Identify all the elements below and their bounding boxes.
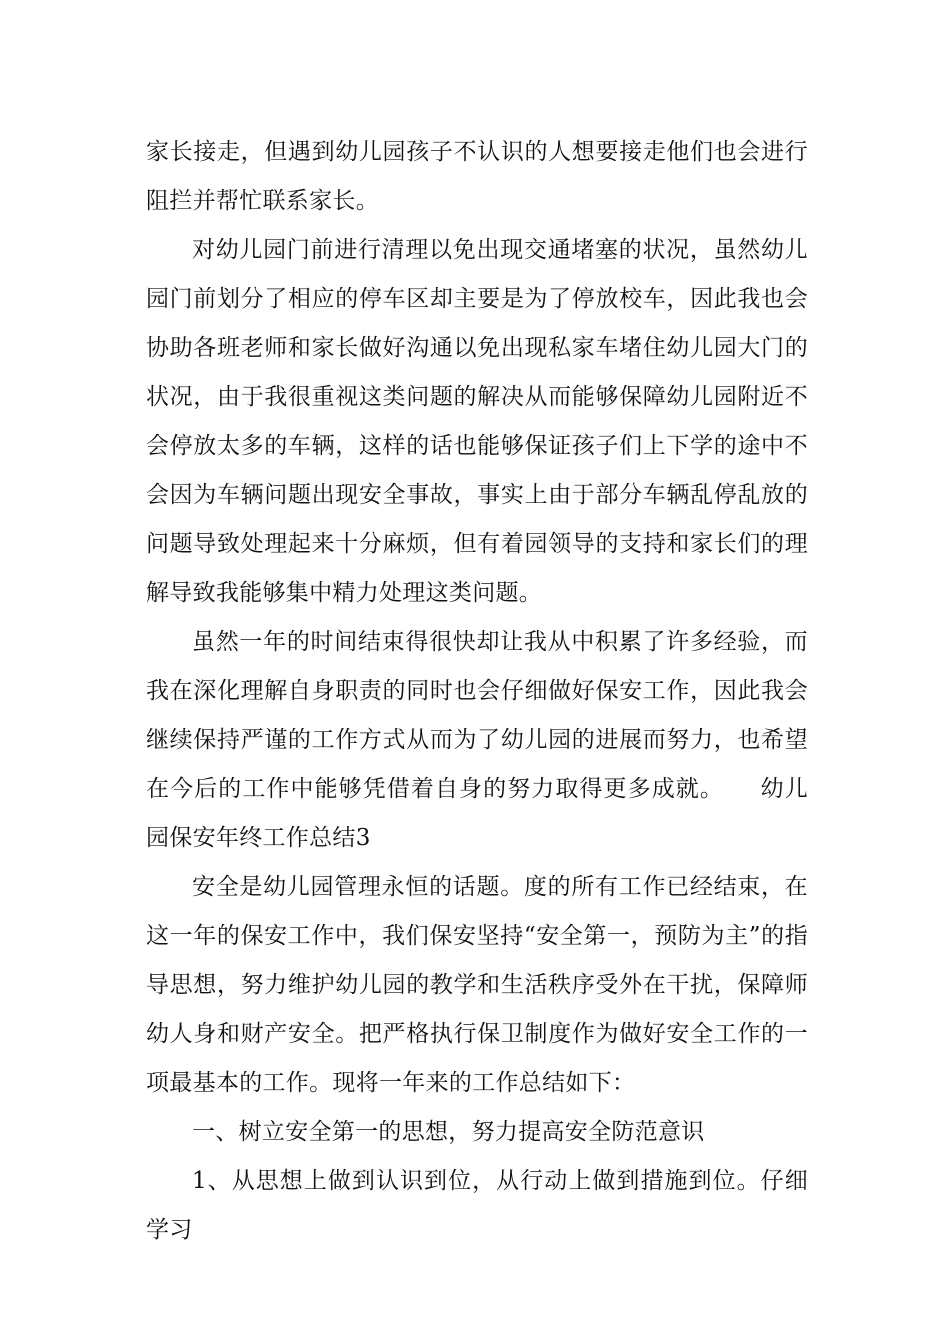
paragraph-safety-intro: 安全是幼儿园管理永恒的话题。度的所有工作已经结束，在这一年的保安工作中，我们保安坚持“安全第一，预防为主”的指导思想，努力维护幼儿园的教学和生活秩序受外在干扰，保障师幼人身和财产安全。把严格执行保卫制度作为做好安全工作的一项最基本的工作。现将一年来的工作总结如下： <box>146 874 808 1096</box>
section-heading-one: 一、树立安全第一的思想，努力提高安全防范意识 <box>192 1119 705 1145</box>
document-body <box>146 128 808 1255</box>
paragraph-year-summary: 虽然一年的时间结束得很快却让我从中积累了许多经验，而我在深化理解自身职责的同时也会仔细做好保安工作，因此我会继续保持严谨的工作方式从而为了幼儿园的进展而努力，也希望在今后的工作中能够凭借着自身的努力取得更多成就。 幼儿园保安年终工作总结3 <box>146 629 808 851</box>
paragraph-gate-clearing: 对幼儿园门前进行清理以免出现交通堵塞的状况，虽然幼儿园门前划分了相应的停车区却主要是为了停放校车，因此我也会协助各班老师和家长做好沟通以免出现私家车堵住幼儿园大门的状况，由于我很重视这类问题的解决从而能够保障幼儿园附近不会停放太多的车辆，这样的话也能够保证孩子们上下学的途中不会因为车辆问题出现安全事故，事实上由于部分车辆乱停乱放的问题导致处理起来十分麻烦，但有着园领导的支持和家长们的理解导致我能够集中精力处理这类问题。 <box>146 237 808 606</box>
list-item-one: 1、从思想上做到认识到位，从行动上做到措施到位。仔细学习 <box>146 1168 808 1243</box>
paragraph-continuation: 家长接走，但遇到幼儿园孩子不认识的人想要接走他们也会进行阻拦并帮忙联系家长。 <box>146 139 808 214</box>
